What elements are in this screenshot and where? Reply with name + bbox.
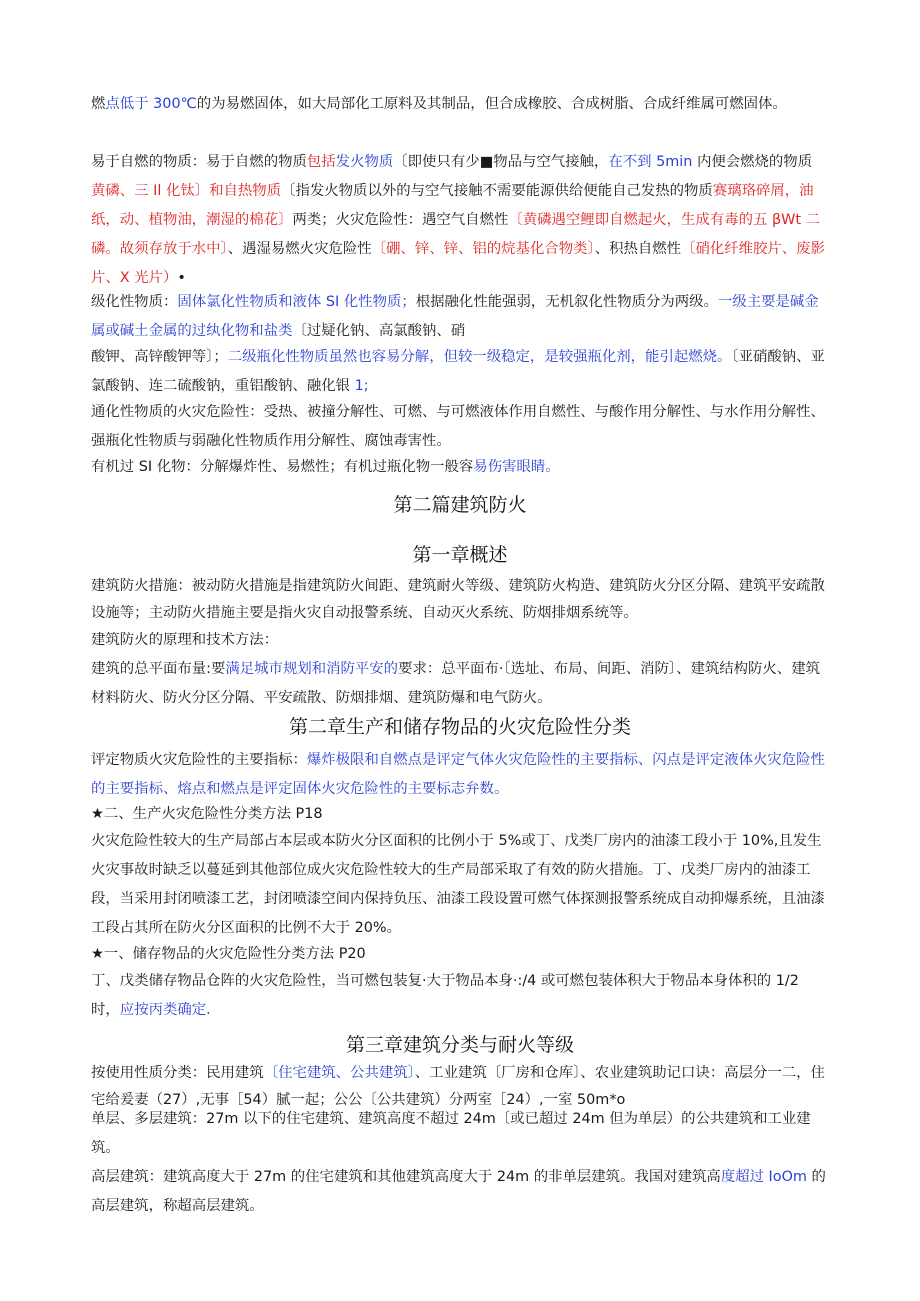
paragraph-production-hazard-rules <box>91 827 826 943</box>
text-run: 级化性物质： <box>91 294 178 310</box>
text-run: 易伤害眼睛。 <box>473 459 560 475</box>
paragraph-oxidizer-second-grade <box>91 343 826 401</box>
text-run: 发火物质 <box>335 154 394 170</box>
paragraph-flammable-solids <box>91 90 826 119</box>
text-run: 火灾危险性较大的生产局部占本层或本防火分区面积的比例小于 5%或丁、戊类厂房内的油漆工段小于 10%,且发生火灾事故时缺乏以蔓延到其他部位成火灾危险性较大的生产局部采取了有效的防火措施。丁、戊类厂房内的油漆工段，当采用封闭喷漆工艺，封闭喷漆空间内保持负压、油漆工段设置可燃气体探测报警系统成自动抑爆系统，且油漆工段占其所在防火分区面积的比例不大于 20%。 <box>91 833 825 936</box>
text-run: 第三章建筑分类与耐火等级 <box>345 1034 574 1056</box>
text-run: 单层、多层建筑：27m 以下的住宅建筑、建筑高度不超过 24m〔或已超过 24m 但为单层）的公共建筑和工业建筑。 <box>91 1111 811 1156</box>
paragraph-self-igniting-substances <box>91 148 826 293</box>
text-run: 〔亚硝酸钠、亚氯酸钠、连二硫酸钠，重铝酸钠、融化银 <box>91 349 825 394</box>
text-run: 〔住宅建筑、公共建筑〕 <box>263 1065 415 1081</box>
paragraph-hazard-indicators <box>91 746 826 804</box>
text-run: 二级瓶化性物质虽然也容易分解，但较一级稳定，是较强瓶化剂，能引起燃烧。 <box>227 349 732 365</box>
text-run: 的高层建筑，称超高层建筑。 <box>91 1169 826 1214</box>
paragraph-oxidizer-fire-hazards <box>91 398 826 456</box>
text-run: 一级主要是碱金属或碱土金属的过纨化物和盐类 <box>91 294 819 339</box>
text-run: 〔指发火物质以外的与空气接触不需要能源供给便能自己发热的物质 <box>281 183 713 199</box>
text-run: 〔过疑化钠、高氯酸钠、硝 <box>292 323 466 339</box>
text-run: 第二篇建筑防火 <box>393 494 527 516</box>
section-production-hazard-method <box>91 800 826 829</box>
text-run: ★一、储存物品的火灾危险性分类方法 P20 <box>91 946 366 962</box>
paragraph-low-rise-buildings <box>91 1105 826 1163</box>
text-run: 酸钾、高锌酸钾等〕； <box>91 349 228 365</box>
text-run: 建筑防火的原理和技术方法： <box>91 632 279 648</box>
text-run: 〔黄磷遇空鲤即自燃起火，生成有毒的五 βWt 二磷。故须存放于水中〕 <box>91 212 820 257</box>
text-run: 〔硼、锌、锌、铝的烷基化合物类〕 <box>371 241 595 257</box>
text-run: 两类；火灾危险性：遇空气自燃性 <box>292 212 509 228</box>
text-run: 黄磷、三 Il 化钛〕和自热物质 <box>91 183 282 199</box>
text-run: 爆炸极限和自燃点是评定气体火灾危险性的主要指标、闪点是评定液体火灾危险性的主要指标、熔点和燃点是评定固体火灾危险性的主要标志弁数。 <box>91 752 825 797</box>
text-run: 第一章概述 <box>412 544 508 566</box>
text-run: 1; <box>354 378 369 394</box>
paragraph-site-plan <box>91 655 826 713</box>
paragraph-fire-protection-measures <box>91 573 826 627</box>
text-run: 建筑防火措施：被动防火措施是指建筑防火间距、建筑耐火等级、建筑防火构造、建筑防火分区分隔、建筑平安疏散设施等；主动防火措施主要是指火灾自动报警系统、自动灭火系统、防烟排烟系统等。 <box>91 578 825 621</box>
text-run: 的为易燃固体，如大局部化工原料及其制品，但合成橡胶、合成树脂、合成纤维属可燃固体。 <box>196 96 787 112</box>
chapter-title-hazard-classification <box>0 712 920 739</box>
text-run: 燃 <box>91 96 106 112</box>
paragraph-principles-heading <box>91 627 826 654</box>
text-run: 内便会燃烧的物质 <box>696 154 813 170</box>
text-run: 第二章生产和储存物品的火灾危险性分类 <box>288 716 631 738</box>
text-run: 在不到 5min <box>608 154 697 170</box>
text-run: 赛璃珞碎屑，油纸，动、植物油，潮湿的棉花〕 <box>91 183 814 228</box>
text-run: 评定物质火灾危险性的主要指标： <box>91 752 307 768</box>
text-run: 建筑的总平面布量:要 <box>91 661 226 677</box>
text-run: 易于自燃的物质：易于自燃的物质 <box>91 154 307 170</box>
paragraph-organic-peroxides <box>91 453 826 482</box>
text-run: 包括 <box>306 154 336 170</box>
text-run: 〔即使只有少■物品与空气接触， <box>393 154 609 170</box>
paragraph-storage-hazard-rules <box>91 967 826 1025</box>
text-run: 固体氯化性物质和液体 SI 化性物质； <box>177 294 416 310</box>
text-run: 、工业建筑〔厂房和仓库〕、农业建筑助记口诀：高层分一二，住宅给爰妻（27）,无事［54）腻一起；公公〔公共建筑）分两室［24）,一室 50m*o <box>91 1065 825 1108</box>
text-run: 〔硝化纤维胶片、废影片、X 光片） <box>91 241 825 286</box>
text-run: 高层建筑：建筑高度大于 27m 的住宅建筑和其他建筑高度大于 24m 的非单层建筑。我国对建筑高 <box>91 1169 721 1185</box>
paragraph-oxidizing-substances <box>91 288 826 346</box>
text-run: 按使用性质分类：民用建筑 <box>91 1065 264 1081</box>
text-run: 丁、戊类储存物品仓阵的火灾危险性，当可燃包装复·大于物品本身·:/4 或可燃包装体积大于物品本身体积的 1/2 时， <box>91 973 799 1018</box>
text-run: 度超过 IoOm <box>720 1169 812 1185</box>
text-run: 通化性物质的火灾危险性：受热、被撞分解性、可燃、与可燃液体作用自燃性、与酸作用分解性、与水作用分解性、强瓶化性物质与弱融化性物质作用分解性、腐蚀毒害性。 <box>91 404 825 449</box>
text-run: 、遇湿易燃火灾危险性 <box>227 241 372 257</box>
chapter-title-overview <box>0 540 920 567</box>
text-run: 有机过 SI 化物：分解爆炸性、易燃性；有机过瓶化物一般容 <box>91 459 474 475</box>
text-run: 点低于 300℃ <box>105 96 197 112</box>
chapter-title-classification-fire-rating <box>0 1030 920 1057</box>
text-run: 根据融化性能强弱，无机叙化性物质分为两级。 <box>415 294 718 310</box>
paragraph-high-rise-buildings <box>91 1163 826 1221</box>
text-run: 满足城市规划和消防平安的 <box>225 661 399 677</box>
text-run: 应按丙类确定. <box>119 1002 211 1018</box>
text-run: ★二、生产火灾危险性分类方法 P18 <box>91 806 323 822</box>
part-title-building-fire-protection <box>0 490 920 517</box>
section-storage-hazard-method <box>91 940 826 969</box>
text-run: 要求：总平面布·〔选址、布局、间距、消防〕、建筑结构防火、建筑材料防火、防火分区分隔、平安疏散、防烟排烟、建筑防爆和电气防火。 <box>91 661 820 706</box>
text-run: • <box>177 270 186 286</box>
text-run: 、积热自燃性 <box>594 241 682 257</box>
